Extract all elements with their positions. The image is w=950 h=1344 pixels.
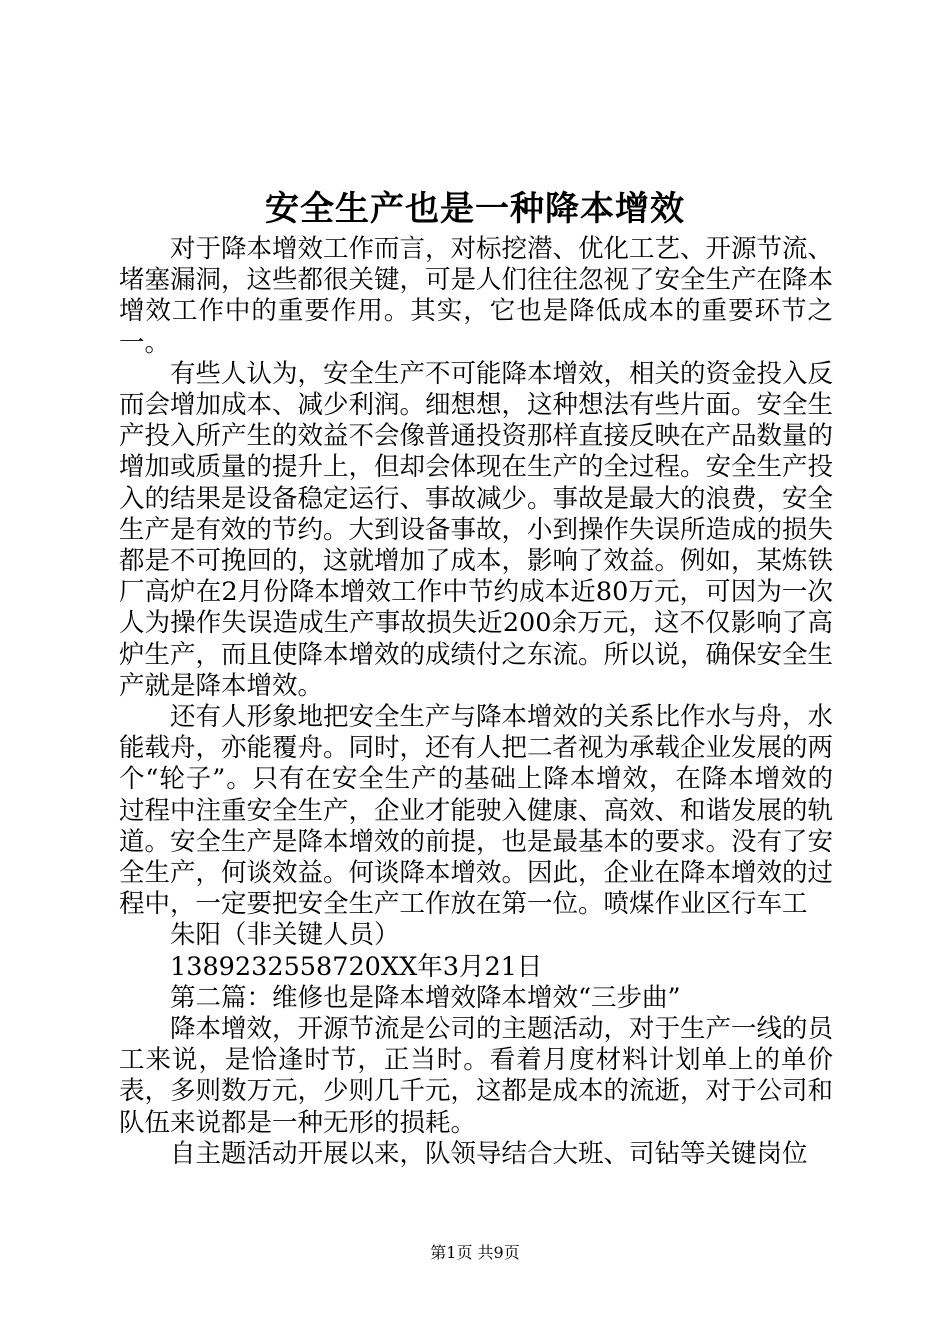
- paragraph: 对于降本增效工作而言，对标挖潜、优化工艺、开源节流、堵塞漏洞，这些都很关键，可是人们往往忽视了安全生产在降本增效工作中的重要作用。其实，它也是降低成本的重要环节之一。: [119, 234, 834, 358]
- page-indicator: 第1页 共9页: [430, 1243, 520, 1262]
- paragraph: 有些人认为，安全生产不可能降本增效，相关的资金投入反而会增加成本、减少利润。细想想，这种想法有些片面。安全生产投入所产生的效益不会像普通投资那样直接反映在产品数量的增加或质量的提升上，但却会体现在生产的全过程。安全生产投入的结果是设备稳定运行、事故减少。事故是最大的浪费，安全生产是有效的节约。大到设备事故，小到操作失误所造成的损失都是不可挽回的，这就增加了成本，影响了效益。例如，某炼铁厂高炉在2月份降本增效工作中节约成本近80万元，可因为一次人为操作失误造成生产事故损失近200余万元，这不仅影响了高炉生产，而且使降本增效的成绩付之东流。所以说，确保安全生产就是降本增效。: [119, 358, 834, 701]
- paragraph: 自主题活动开展以来，队领导结合大班、司钻等关键岗位: [170, 1138, 808, 1169]
- author-line: 朱阳（非关键人员）: [170, 920, 400, 951]
- section-heading: 第二篇：维修也是降本增效降本增效“三步曲”: [170, 982, 681, 1013]
- date-line: 1389232558720XX年3月21日: [170, 951, 543, 982]
- paragraph: 降本增效，开源节流是公司的主题活动，对于生产一线的员工来说，是恰逢时节，正当时。看着月度材料计划单上的单价表，多则数万元，少则几千元，这都是成本的流逝，对于公司和队伍来说都是一种无形的损耗。: [119, 1014, 834, 1138]
- document-body: [119, 234, 833, 1170]
- document-title: 安全生产也是一种降本增效: [265, 189, 685, 229]
- paragraph: 还有人形象地把安全生产与降本增效的关系比作水与舟，水能载舟，亦能覆舟。同时，还有人把二者视为承载企业发展的两个“轮子”。只有在安全生产的基础上降本增效，在降本增效的过程中注重安全生产，企业才能驶入健康、高效、和谐发展的轨道。安全生产是降本增效的前提，也是最基本的要求。没有了安全生产，何谈效益。何谈降本增效。因此，企业在降本增效的过程中，一定要把安全生产工作放在第一位。喷煤作业区行车工: [119, 702, 834, 920]
